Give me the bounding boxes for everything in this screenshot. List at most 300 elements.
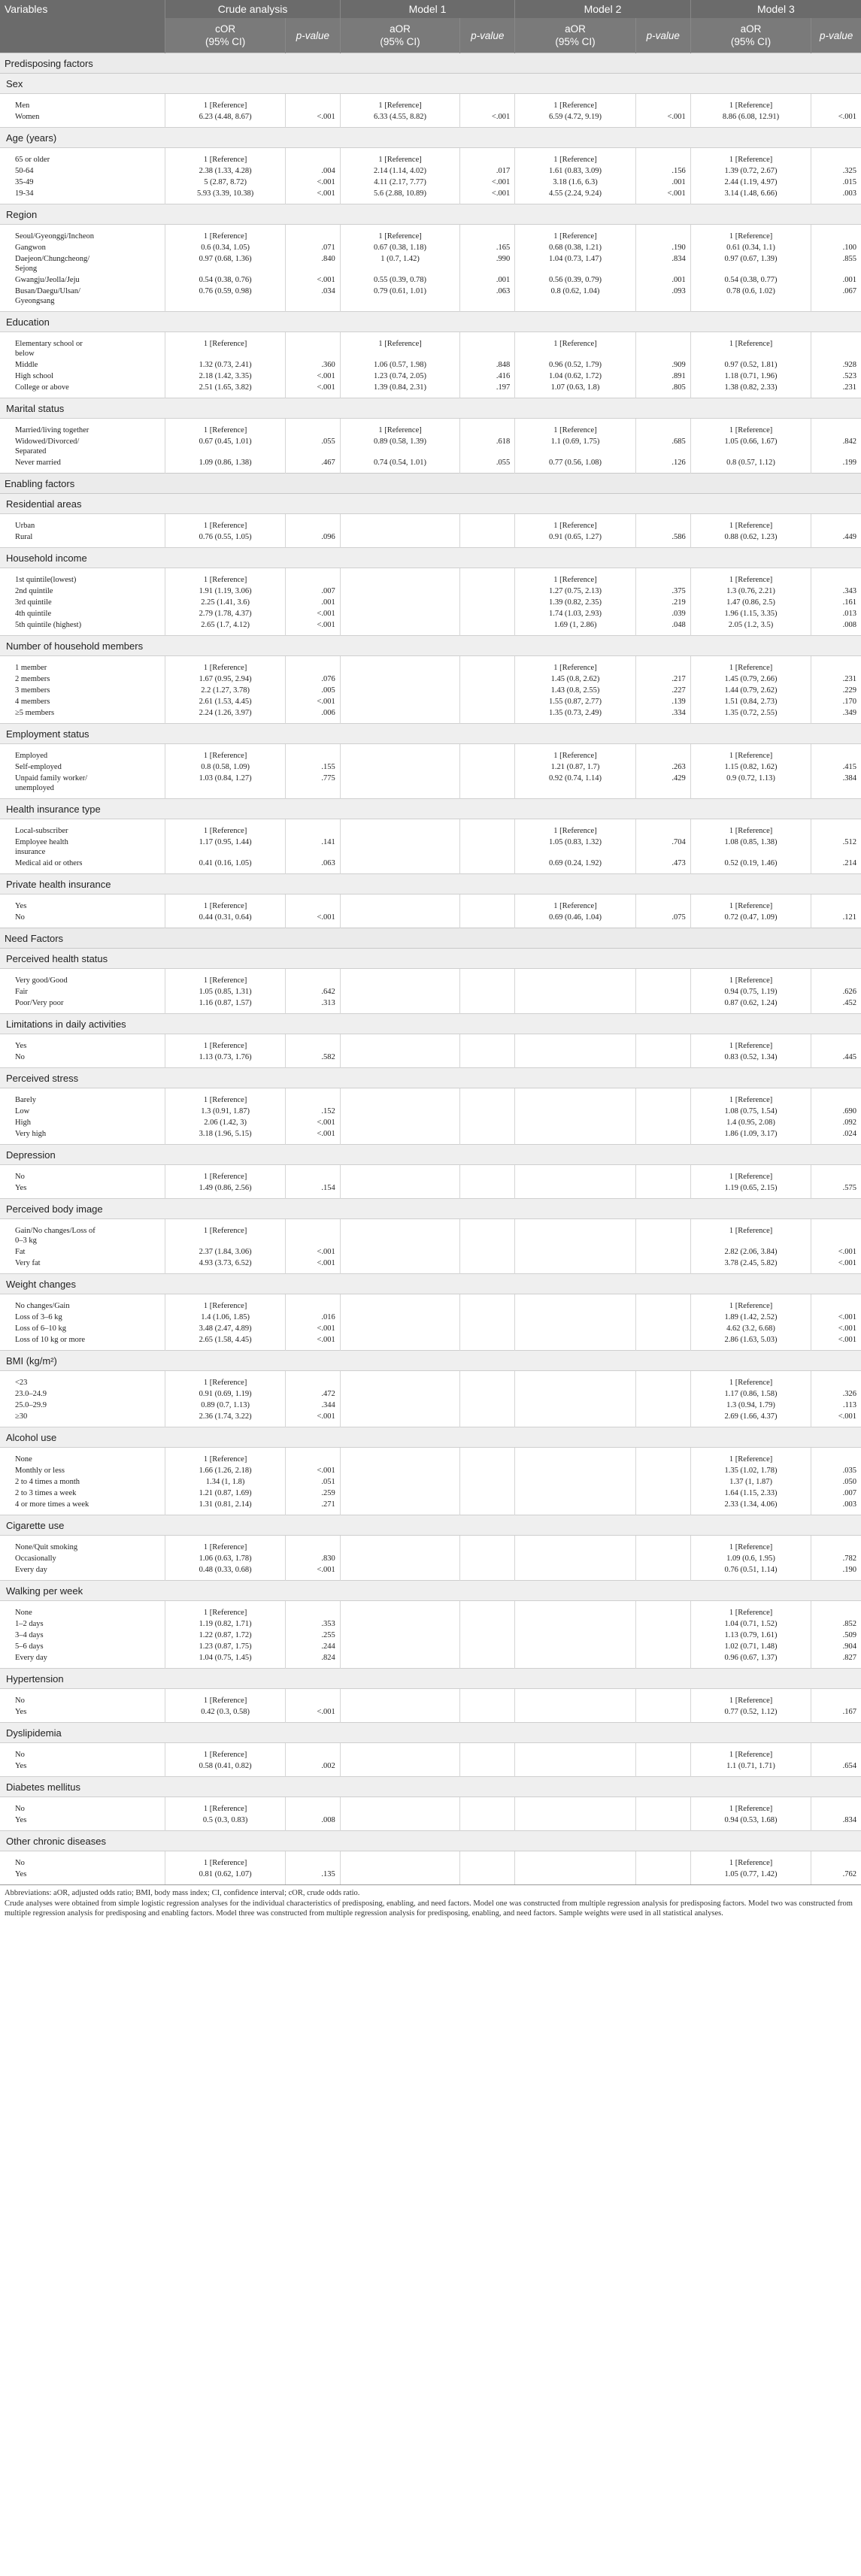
row-spacer <box>0 1536 861 1542</box>
cell-cor: 1 [Reference] <box>165 100 286 111</box>
cell-m2-p: <.001 <box>635 188 690 199</box>
spacer-cell <box>690 514 811 521</box>
section-title: BMI (kg/m²) <box>0 1351 861 1371</box>
cell-variable: No <box>0 912 165 923</box>
cell-cor-p: .001 <box>285 597 340 608</box>
cell-m2-p <box>635 1749 690 1760</box>
cell-cor: 1 [Reference] <box>165 1300 286 1312</box>
cell-m1-aor <box>340 1630 460 1641</box>
cell-m2-aor <box>515 1182 636 1194</box>
cell-m3-aor: 1.1 (0.71, 1.71) <box>690 1760 811 1772</box>
cell-m3-p: .349 <box>842 709 856 717</box>
cell-cor-p: .313 <box>285 997 340 1009</box>
spacer-cell <box>285 656 340 663</box>
spacer-cell <box>0 656 165 663</box>
cell-m2-aor <box>515 997 636 1009</box>
row-spacer <box>0 1601 861 1608</box>
spacer-cell <box>285 514 340 521</box>
cell-m3-p: .904 <box>842 1642 856 1651</box>
spacer-cell <box>340 419 460 425</box>
cell-m3-aor: 1.86 (1.09, 3.17) <box>690 1128 811 1140</box>
spacer-cell <box>635 148 690 155</box>
cell-m1-p <box>460 1117 515 1128</box>
cell-m2-p <box>635 1052 690 1063</box>
spacer-cell <box>515 514 636 521</box>
spacer-cell <box>635 1371 690 1378</box>
cell-cor: 1.67 (0.95, 2.94) <box>165 674 286 685</box>
cell-m2-aor: 1 [Reference] <box>515 750 636 761</box>
cell-cor: 2.65 (1.7, 4.12) <box>165 619 286 631</box>
cell-m3-aor: 0.97 (0.52, 1.81) <box>690 359 811 371</box>
cell-m2-p <box>635 1312 690 1323</box>
cell-cor-p: .467 <box>285 457 340 468</box>
spacer-cell <box>690 1165 811 1172</box>
cell-m1-aor <box>340 1618 460 1630</box>
cell-cor-p: .154 <box>285 1182 340 1194</box>
cell-cor: 0.6 (0.34, 1.05) <box>165 242 286 253</box>
cell-cor: 1 [Reference] <box>165 1171 286 1182</box>
table-row <box>0 1803 861 1815</box>
cell-m3-aor: 1 [Reference] <box>690 662 811 674</box>
cell-cor-p: .155 <box>285 761 340 773</box>
header-p-value: p-value <box>635 18 690 53</box>
cell-m2-p <box>635 1803 690 1815</box>
cell-m1-aor: 0.74 (0.54, 1.01) <box>340 457 460 468</box>
cell-cor-p: <.001 <box>285 608 340 619</box>
cell-cor-p: <.001 <box>285 1258 340 1269</box>
cell-cor-p <box>285 1607 340 1618</box>
cell-m1-p <box>460 100 515 111</box>
cell-m3-aor: 1 [Reference] <box>690 825 811 837</box>
cell-variable: 3 members <box>0 685 165 696</box>
cell-m1-aor <box>340 707 460 719</box>
spacer-cell <box>515 1165 636 1172</box>
spacer-cell <box>460 514 515 521</box>
cell-m2-p <box>635 338 690 359</box>
cell-m2-aor <box>515 1869 636 1880</box>
cell-cor-p <box>285 825 340 837</box>
spacer-cell <box>165 514 286 521</box>
cell-cor: 1.66 (1.26, 2.18) <box>165 1465 286 1476</box>
table-row <box>0 1706 861 1718</box>
spacer-cell <box>340 332 460 339</box>
cell-m3-aor: 0.52 (0.19, 1.46) <box>690 858 811 869</box>
section-header <box>0 1581 861 1601</box>
spacer-cell <box>635 744 690 751</box>
spacer-cell <box>0 744 165 751</box>
cell-m2-aor: 1 [Reference] <box>515 662 636 674</box>
cell-cor-p: .076 <box>285 674 340 685</box>
spacer-cell <box>165 1743 286 1750</box>
spacer-cell <box>515 894 636 901</box>
cell-m1-p <box>460 1652 515 1663</box>
table-row <box>0 1312 861 1323</box>
cell-variable: 4th quintile <box>0 608 165 619</box>
cell-variable: Loss of 10 kg or more <box>0 1334 165 1346</box>
cell-cor: 1.49 (0.86, 2.56) <box>165 1182 286 1194</box>
cell-variable: Very fat <box>0 1258 165 1269</box>
cell-m2-p <box>635 975 690 986</box>
spacer-cell <box>285 419 340 425</box>
cell-m3-aor: 0.8 (0.57, 1.12) <box>690 457 811 468</box>
spacer-cell <box>460 1371 515 1378</box>
cell-cor: 1.34 (1, 1.8) <box>165 1476 286 1488</box>
cell-m1-p <box>460 1128 515 1140</box>
cell-m3-aor: 3.14 (1.48, 6.66) <box>690 188 811 199</box>
cell-variable: Gangwon <box>0 242 165 253</box>
cell-variable: ≥30 <box>0 1411 165 1422</box>
cell-cor: 1.19 (0.82, 1.71) <box>165 1618 286 1630</box>
cell-variable: <23 <box>0 1377 165 1388</box>
cell-variable: High school <box>0 371 165 382</box>
cell-variable: Fair <box>0 986 165 997</box>
cell-cor-p <box>285 1695 340 1706</box>
cell-m2-aor <box>515 1246 636 1258</box>
cell-m3-aor: 1 [Reference] <box>690 1377 811 1388</box>
cell-variable: No <box>0 1803 165 1815</box>
cell-m2-aor <box>515 1225 636 1246</box>
spacer-cell <box>515 1797 636 1804</box>
cell-m3-p: .161 <box>842 598 856 607</box>
cell-cor: 1.06 (0.63, 1.78) <box>165 1553 286 1564</box>
spacer-cell <box>165 332 286 339</box>
cell-cor-p <box>285 1803 340 1815</box>
section-title: Diabetes mellitus <box>0 1777 861 1797</box>
spacer-cell <box>811 969 861 976</box>
cell-m1-aor <box>340 531 460 543</box>
cell-cor: 0.91 (0.69, 1.19) <box>165 1388 286 1400</box>
cell-m2-aor: 1.04 (0.73, 1.47) <box>515 253 636 274</box>
spacer-cell <box>811 514 861 521</box>
spacer-cell <box>340 1536 460 1542</box>
table-row <box>0 761 861 773</box>
spacer-cell <box>165 1797 286 1804</box>
spacer-cell <box>285 1601 340 1608</box>
table-row <box>0 1869 861 1880</box>
spacer-cell <box>340 1601 460 1608</box>
cell-m1-aor <box>340 858 460 869</box>
cell-m3-p: .121 <box>842 913 856 922</box>
table-header <box>0 0 861 53</box>
spacer-cell <box>460 225 515 232</box>
cell-cor: 1.32 (0.73, 2.41) <box>165 359 286 371</box>
row-spacer <box>0 332 861 339</box>
section-title: Region <box>0 204 861 225</box>
cell-cor: 5.93 (3.39, 10.38) <box>165 188 286 199</box>
spacer-cell <box>515 1219 636 1226</box>
cell-m2-p <box>635 1652 690 1663</box>
cell-m1-aor <box>340 619 460 631</box>
cell-cor: 1.22 (0.87, 1.72) <box>165 1630 286 1641</box>
spacer-cell <box>811 94 861 101</box>
cell-m2-p: .473 <box>635 858 690 869</box>
group-title: Need Factors <box>0 928 861 949</box>
header-crude-analysis: Crude analysis <box>165 0 340 18</box>
cell-cor-p: .141 <box>285 837 340 858</box>
cell-cor: 5 (2.87, 8.72) <box>165 177 286 188</box>
cell-cor-p <box>285 231 340 242</box>
cell-m3-p: .092 <box>842 1118 856 1127</box>
spacer-cell <box>165 1536 286 1542</box>
cell-m2-p <box>635 1106 690 1117</box>
cell-m1-p <box>460 1564 515 1576</box>
cell-m1-aor <box>340 825 460 837</box>
cell-cor: 0.54 (0.38, 0.76) <box>165 274 286 286</box>
cell-m1-p <box>460 997 515 1009</box>
cell-m2-aor: 1 [Reference] <box>515 100 636 111</box>
cell-m2-p: .704 <box>635 837 690 858</box>
table-row <box>0 1040 861 1052</box>
spacer-cell <box>165 1034 286 1041</box>
cell-m2-p: .429 <box>635 773 690 794</box>
cell-cor-p: .002 <box>285 1760 340 1772</box>
spacer-cell <box>165 894 286 901</box>
cell-variable: Poor/Very poor <box>0 997 165 1009</box>
cell-variable: 4 or more times a week <box>0 1499 165 1510</box>
spacer-cell <box>0 94 165 101</box>
table-row <box>0 1225 861 1246</box>
cell-m1-aor: 2.14 (1.14, 4.02) <box>340 165 460 177</box>
table-row <box>0 685 861 696</box>
cell-variable: Employee health insurance <box>0 837 165 858</box>
cell-cor: 0.81 (0.62, 1.07) <box>165 1869 286 1880</box>
section-header <box>0 312 861 332</box>
cell-m1-aor <box>340 1182 460 1194</box>
cell-m2-aor <box>515 1607 636 1618</box>
cell-m1-aor <box>340 1749 460 1760</box>
cell-m3-p: .449 <box>842 533 856 541</box>
cell-m1-aor <box>340 1564 460 1576</box>
cell-m3-aor: 1.17 (0.86, 1.58) <box>690 1388 811 1400</box>
cell-variable: No <box>0 1857 165 1869</box>
spacer-cell <box>0 568 165 575</box>
cell-m2-aor: 3.18 (1.6, 6.3) <box>515 177 636 188</box>
cell-m2-aor: 0.69 (0.46, 1.04) <box>515 912 636 923</box>
cell-m2-p <box>635 1857 690 1869</box>
cell-m3-p: <.001 <box>838 1259 856 1267</box>
spacer-cell <box>635 332 690 339</box>
cell-m3-aor: 1 [Reference] <box>690 1857 811 1869</box>
cell-m2-aor <box>515 1564 636 1576</box>
cell-variable: College or above <box>0 382 165 393</box>
cell-cor: 1 [Reference] <box>165 1542 286 1553</box>
spacer-cell <box>460 1294 515 1301</box>
cell-cor: 1 [Reference] <box>165 1454 286 1465</box>
cell-variable: Rural <box>0 531 165 543</box>
cell-m2-p <box>635 1869 690 1880</box>
cell-m3-aor: 1.64 (1.15, 2.33) <box>690 1488 811 1499</box>
cell-m3-p: .231 <box>842 383 856 392</box>
cell-m3-p: .170 <box>842 698 856 706</box>
cell-m3-aor: 0.61 (0.34, 1.1) <box>690 242 811 253</box>
table-row <box>0 986 861 997</box>
cell-m2-p <box>635 1411 690 1422</box>
cell-m1-p <box>460 674 515 685</box>
cell-m2-aor <box>515 1857 636 1869</box>
cell-m2-p <box>635 1706 690 1718</box>
cell-cor: 0.5 (0.3, 0.83) <box>165 1815 286 1826</box>
cell-m2-aor <box>515 1258 636 1269</box>
cell-variable: Yes <box>0 1706 165 1718</box>
table-row <box>0 574 861 586</box>
table-row <box>0 231 861 242</box>
cell-cor: 2.79 (1.78, 4.37) <box>165 608 286 619</box>
cell-m3-p <box>811 1225 861 1246</box>
cell-m2-p <box>635 154 690 165</box>
cell-m1-p <box>460 1499 515 1510</box>
section-header <box>0 1145 861 1165</box>
spacer-cell <box>635 1165 690 1172</box>
cell-m3-p: .384 <box>842 774 856 782</box>
cell-m3-aor: 1.89 (1.42, 2.52) <box>690 1312 811 1323</box>
cell-m2-p <box>635 1246 690 1258</box>
cell-m2-aor: 1.55 (0.87, 2.77) <box>515 696 636 707</box>
header-p-value: p-value <box>460 18 515 53</box>
cell-cor-p: .063 <box>285 858 340 869</box>
row-spacer <box>0 894 861 901</box>
cell-m1-aor <box>340 1607 460 1618</box>
row-spacer <box>0 1219 861 1226</box>
header-aor: aOR (95% CI) <box>515 18 636 53</box>
cell-m3-aor: 1 [Reference] <box>690 1749 811 1760</box>
cell-variable: No <box>0 1052 165 1063</box>
cell-m3-p <box>811 520 861 531</box>
cell-m3-aor: 1 [Reference] <box>690 1094 811 1106</box>
cell-cor: 1 [Reference] <box>165 1803 286 1815</box>
cell-m1-aor <box>340 912 460 923</box>
cell-variable: 1 member <box>0 662 165 674</box>
cell-variable: 23.0–24.9 <box>0 1388 165 1400</box>
cell-m1-aor <box>340 997 460 1009</box>
table-row <box>0 1652 861 1663</box>
cell-m3-aor: 1.05 (0.77, 1.42) <box>690 1869 811 1880</box>
cell-m3-aor: 0.94 (0.75, 1.19) <box>690 986 811 997</box>
table-row <box>0 1411 861 1422</box>
cell-m3-p: <.001 <box>838 1313 856 1321</box>
cell-m3-p: .003 <box>842 1500 856 1509</box>
cell-cor: 0.8 (0.58, 1.09) <box>165 761 286 773</box>
row-spacer <box>0 969 861 976</box>
spacer-cell <box>690 1689 811 1696</box>
row-spacer <box>0 1088 861 1095</box>
cell-m3-aor: 1.47 (0.86, 2.5) <box>690 597 811 608</box>
cell-m2-aor <box>515 1400 636 1411</box>
cell-variable: Every day <box>0 1652 165 1663</box>
spacer-cell <box>811 1219 861 1226</box>
cell-variable: No <box>0 1695 165 1706</box>
cell-cor: 1 [Reference] <box>165 1857 286 1869</box>
cell-m3-p <box>811 825 861 837</box>
cell-variable: Married/living together <box>0 425 165 436</box>
cell-m2-aor <box>515 1465 636 1476</box>
cell-cor-p: .353 <box>285 1618 340 1630</box>
spacer-cell <box>635 656 690 663</box>
spacer-cell <box>690 1448 811 1454</box>
section-title: Perceived health status <box>0 949 861 969</box>
spacer-cell <box>690 332 811 339</box>
cell-m1-p <box>460 1377 515 1388</box>
cell-m1-p <box>460 531 515 543</box>
cell-m3-p: .690 <box>842 1107 856 1115</box>
cell-variable: Very high <box>0 1128 165 1140</box>
spacer-cell <box>635 1448 690 1454</box>
table-row <box>0 773 861 794</box>
cell-m3-aor: 1.37 (1, 1.87) <box>690 1476 811 1488</box>
spacer-cell <box>515 656 636 663</box>
spacer-cell <box>515 1536 636 1542</box>
cell-m3-p: .231 <box>842 675 856 683</box>
spacer-cell <box>690 1536 811 1542</box>
cell-cor: 1.13 (0.73, 1.76) <box>165 1052 286 1063</box>
cell-m3-p <box>811 1542 861 1553</box>
cell-variable: Very good/Good <box>0 975 165 986</box>
cell-cor: 2.24 (1.26, 3.97) <box>165 707 286 719</box>
spacer-cell <box>515 969 636 976</box>
cell-cor: 0.89 (0.7, 1.13) <box>165 1400 286 1411</box>
cell-cor-p: .055 <box>285 436 340 457</box>
cell-m1-p <box>460 1749 515 1760</box>
cell-m3-p: .190 <box>842 1566 856 1574</box>
cell-variable: 35-49 <box>0 177 165 188</box>
spacer-cell <box>690 1371 811 1378</box>
cell-cor: 1 [Reference] <box>165 750 286 761</box>
header-cor: cOR (95% CI) <box>165 18 286 53</box>
spacer-cell <box>635 568 690 575</box>
cell-m1-p <box>460 1641 515 1652</box>
spacer-cell <box>515 419 636 425</box>
spacer-cell <box>165 656 286 663</box>
cell-m1-aor <box>340 1334 460 1346</box>
cell-m2-p: .909 <box>635 359 690 371</box>
spacer-cell <box>340 514 460 521</box>
table-row <box>0 1377 861 1388</box>
cell-m1-aor <box>340 1476 460 1488</box>
cell-cor: 2.25 (1.41, 3.6) <box>165 597 286 608</box>
table-row <box>0 1488 861 1499</box>
cell-m2-p: .139 <box>635 696 690 707</box>
spacer-cell <box>340 1797 460 1804</box>
cell-m2-p: .227 <box>635 685 690 696</box>
cell-m3-p: .762 <box>842 1870 856 1878</box>
cell-m3-aor: 1.3 (0.76, 2.21) <box>690 586 811 597</box>
spacer-cell <box>515 1448 636 1454</box>
cell-m3-p: .827 <box>842 1654 856 1662</box>
spacer-cell <box>0 1088 165 1095</box>
spacer-cell <box>460 894 515 901</box>
cell-m3-aor: 0.76 (0.51, 1.14) <box>690 1564 811 1576</box>
cell-cor: 1.3 (0.91, 1.87) <box>165 1106 286 1117</box>
spacer-cell <box>0 819 165 826</box>
cell-m2-p <box>635 1542 690 1553</box>
cell-m1-aor <box>340 761 460 773</box>
cell-cor-p <box>285 662 340 674</box>
cell-cor: 2.18 (1.42, 3.35) <box>165 371 286 382</box>
cell-m3-p: <.001 <box>838 1336 856 1344</box>
spacer-cell <box>340 148 460 155</box>
cell-variable: 3rd quintile <box>0 597 165 608</box>
cell-m2-aor <box>515 1749 636 1760</box>
cell-variable: 2nd quintile <box>0 586 165 597</box>
cell-m1-p <box>460 1476 515 1488</box>
spacer-cell <box>811 1536 861 1542</box>
cell-m2-p <box>635 1171 690 1182</box>
spacer-cell <box>285 1689 340 1696</box>
cell-cor-p <box>285 425 340 436</box>
cell-m2-p <box>635 1323 690 1334</box>
spacer-cell <box>460 1448 515 1454</box>
table-row <box>0 707 861 719</box>
cell-m1-aor <box>340 1312 460 1323</box>
